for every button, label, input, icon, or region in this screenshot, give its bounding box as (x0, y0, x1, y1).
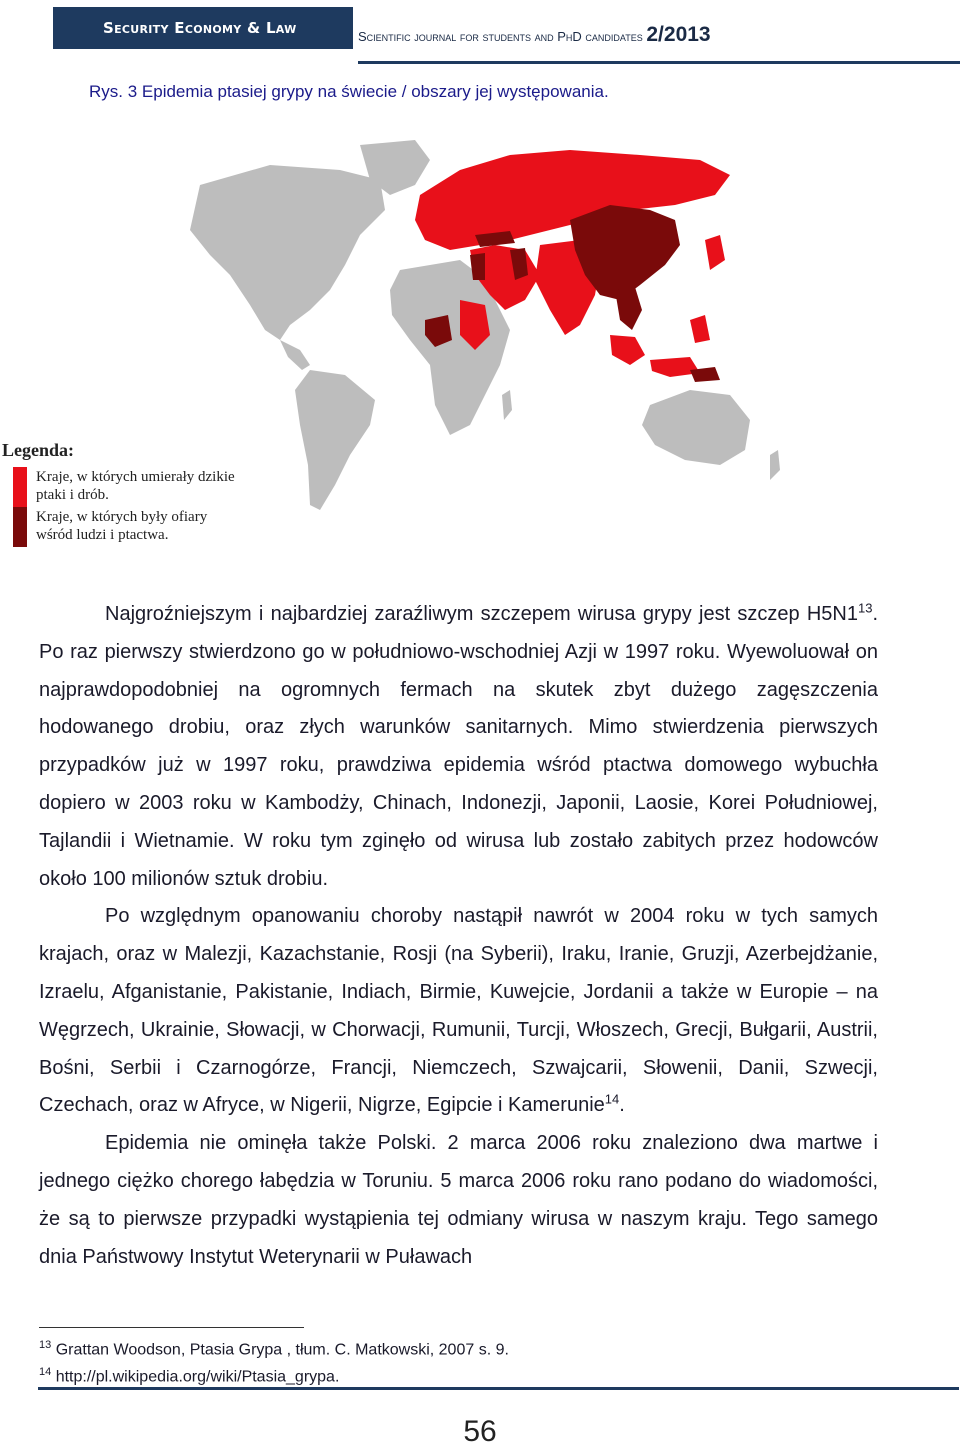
map-legend (2, 440, 235, 547)
footnote-number: 14 (39, 1366, 52, 1379)
paragraph-text: Po względnym opanowaniu choroby nastąpił nawrót w 2004 roku w tych samych krajach, oraz w Malezji, Kazachstanie, Rosji (na Syberii), Iraku, Iranie, Gruzji, Azerbejdżanie, Izraelu, Afganistanie, Pakistanie, Indiach, Birmie, Kuwejcie, Jordanii a także w Europie – na Węgrzech, Ukrainie, Słowacji, w Chorwacji, Rumunii, Turcji, Włoszech, Grecji, Bułgarii, Austrii, Bośni, Serbii i Czarnogórze, Francji, Niemczech, Szwajcarii, Słowenii, Danii, Szwecji, Czechach, oraz w Afryce, w Nigerii, Nigrze, Egipcie i Kamerunie (39, 905, 878, 1117)
page-number: 56 (463, 1415, 497, 1448)
article-body (39, 596, 878, 1276)
figure-caption: Rys. 3 Epidemia ptasiej grypy na świecie / obszary jej występowania. (89, 82, 609, 101)
footnote-ref-13: 13 (857, 600, 873, 616)
footnote-number: 13 (39, 1339, 52, 1351)
footnote-ref-14: 14 (604, 1091, 620, 1107)
footnotes (39, 1334, 509, 1389)
paragraph-text: . Po raz pierwszy stwierdzono go w południowo-wschodniej Azji w 1997 roku. Wyewoluował on najprawdopodobniej na ogromnych fermach na skutek zbyt dużego zagęszczenia hodowanego drobiu, oraz złych warunków sanitarnych. Mimo stwierdzenia pierwszych przypadków już w 1997 roku, prawdziwa epidemia wśród ptactwa domowego wybuchła dopiero w 2003 roku w Kambodży, Chinach, Indonezji, Japonii, Laosie, Korei Południowej, Tajlandii i Wietnamie. W roku tym zginęło od wirusa lub zostało zabitych przez hodowców około 100 milionów sztuk drobiu. (39, 603, 878, 890)
paragraph-text: Najgroźniejszym i najbardziej zaraźliwym szczepem wirusa grypy jest szczep H5N1 (105, 603, 858, 625)
world-map (130, 125, 790, 525)
footnote-13 (39, 1334, 509, 1361)
footnote-14 (39, 1361, 509, 1388)
footer-rule (38, 1387, 959, 1390)
header-rule (358, 61, 960, 64)
legend-label: Kraje, w których były ofiary wśród ludzi i ptactwa. (36, 509, 208, 543)
journal-badge: Security Economy & Law (53, 7, 353, 49)
journal-name: Scientific journal for students and PhD candidates (358, 29, 643, 44)
journal-title (358, 23, 711, 47)
issue-number: 2/2013 (646, 23, 711, 46)
footnote-rule (39, 1327, 304, 1328)
paragraph-2 (39, 898, 878, 1125)
paragraph-1 (39, 596, 878, 898)
footnote-link[interactable]: http://pl.wikipedia.org/wiki/Ptasia_grypa. (55, 1368, 340, 1386)
footnote-text: Grattan Woodson, Ptasia Grypa , tłum. C. Matkowski, 2007 s. 9. (55, 1341, 509, 1359)
legend-title: Legenda: (2, 440, 74, 460)
paragraph-3: Epidemia nie ominęła także Polski. 2 marca 2006 roku znaleziono dwa martwe i jednego ciężko chorego łabędzia w Toruniu. 5 marca 2006 roku rano podano do wiadomości, że są to pierwsze przypadki wystąpienia tej odmiany wirusa w naszym kraju. Tego samego dnia Państwowy Instytut Weterynarii w Puławach (39, 1132, 878, 1268)
legend-swatch-red (13, 467, 27, 507)
legend-item-human-victims (2, 507, 208, 547)
legend-label: Kraje, w których umierały dzikie ptaki i drób. (36, 469, 235, 503)
legend-item-wild-birds (2, 467, 235, 507)
paragraph-text: . (619, 1094, 625, 1117)
legend-swatch-darkred (13, 507, 27, 547)
